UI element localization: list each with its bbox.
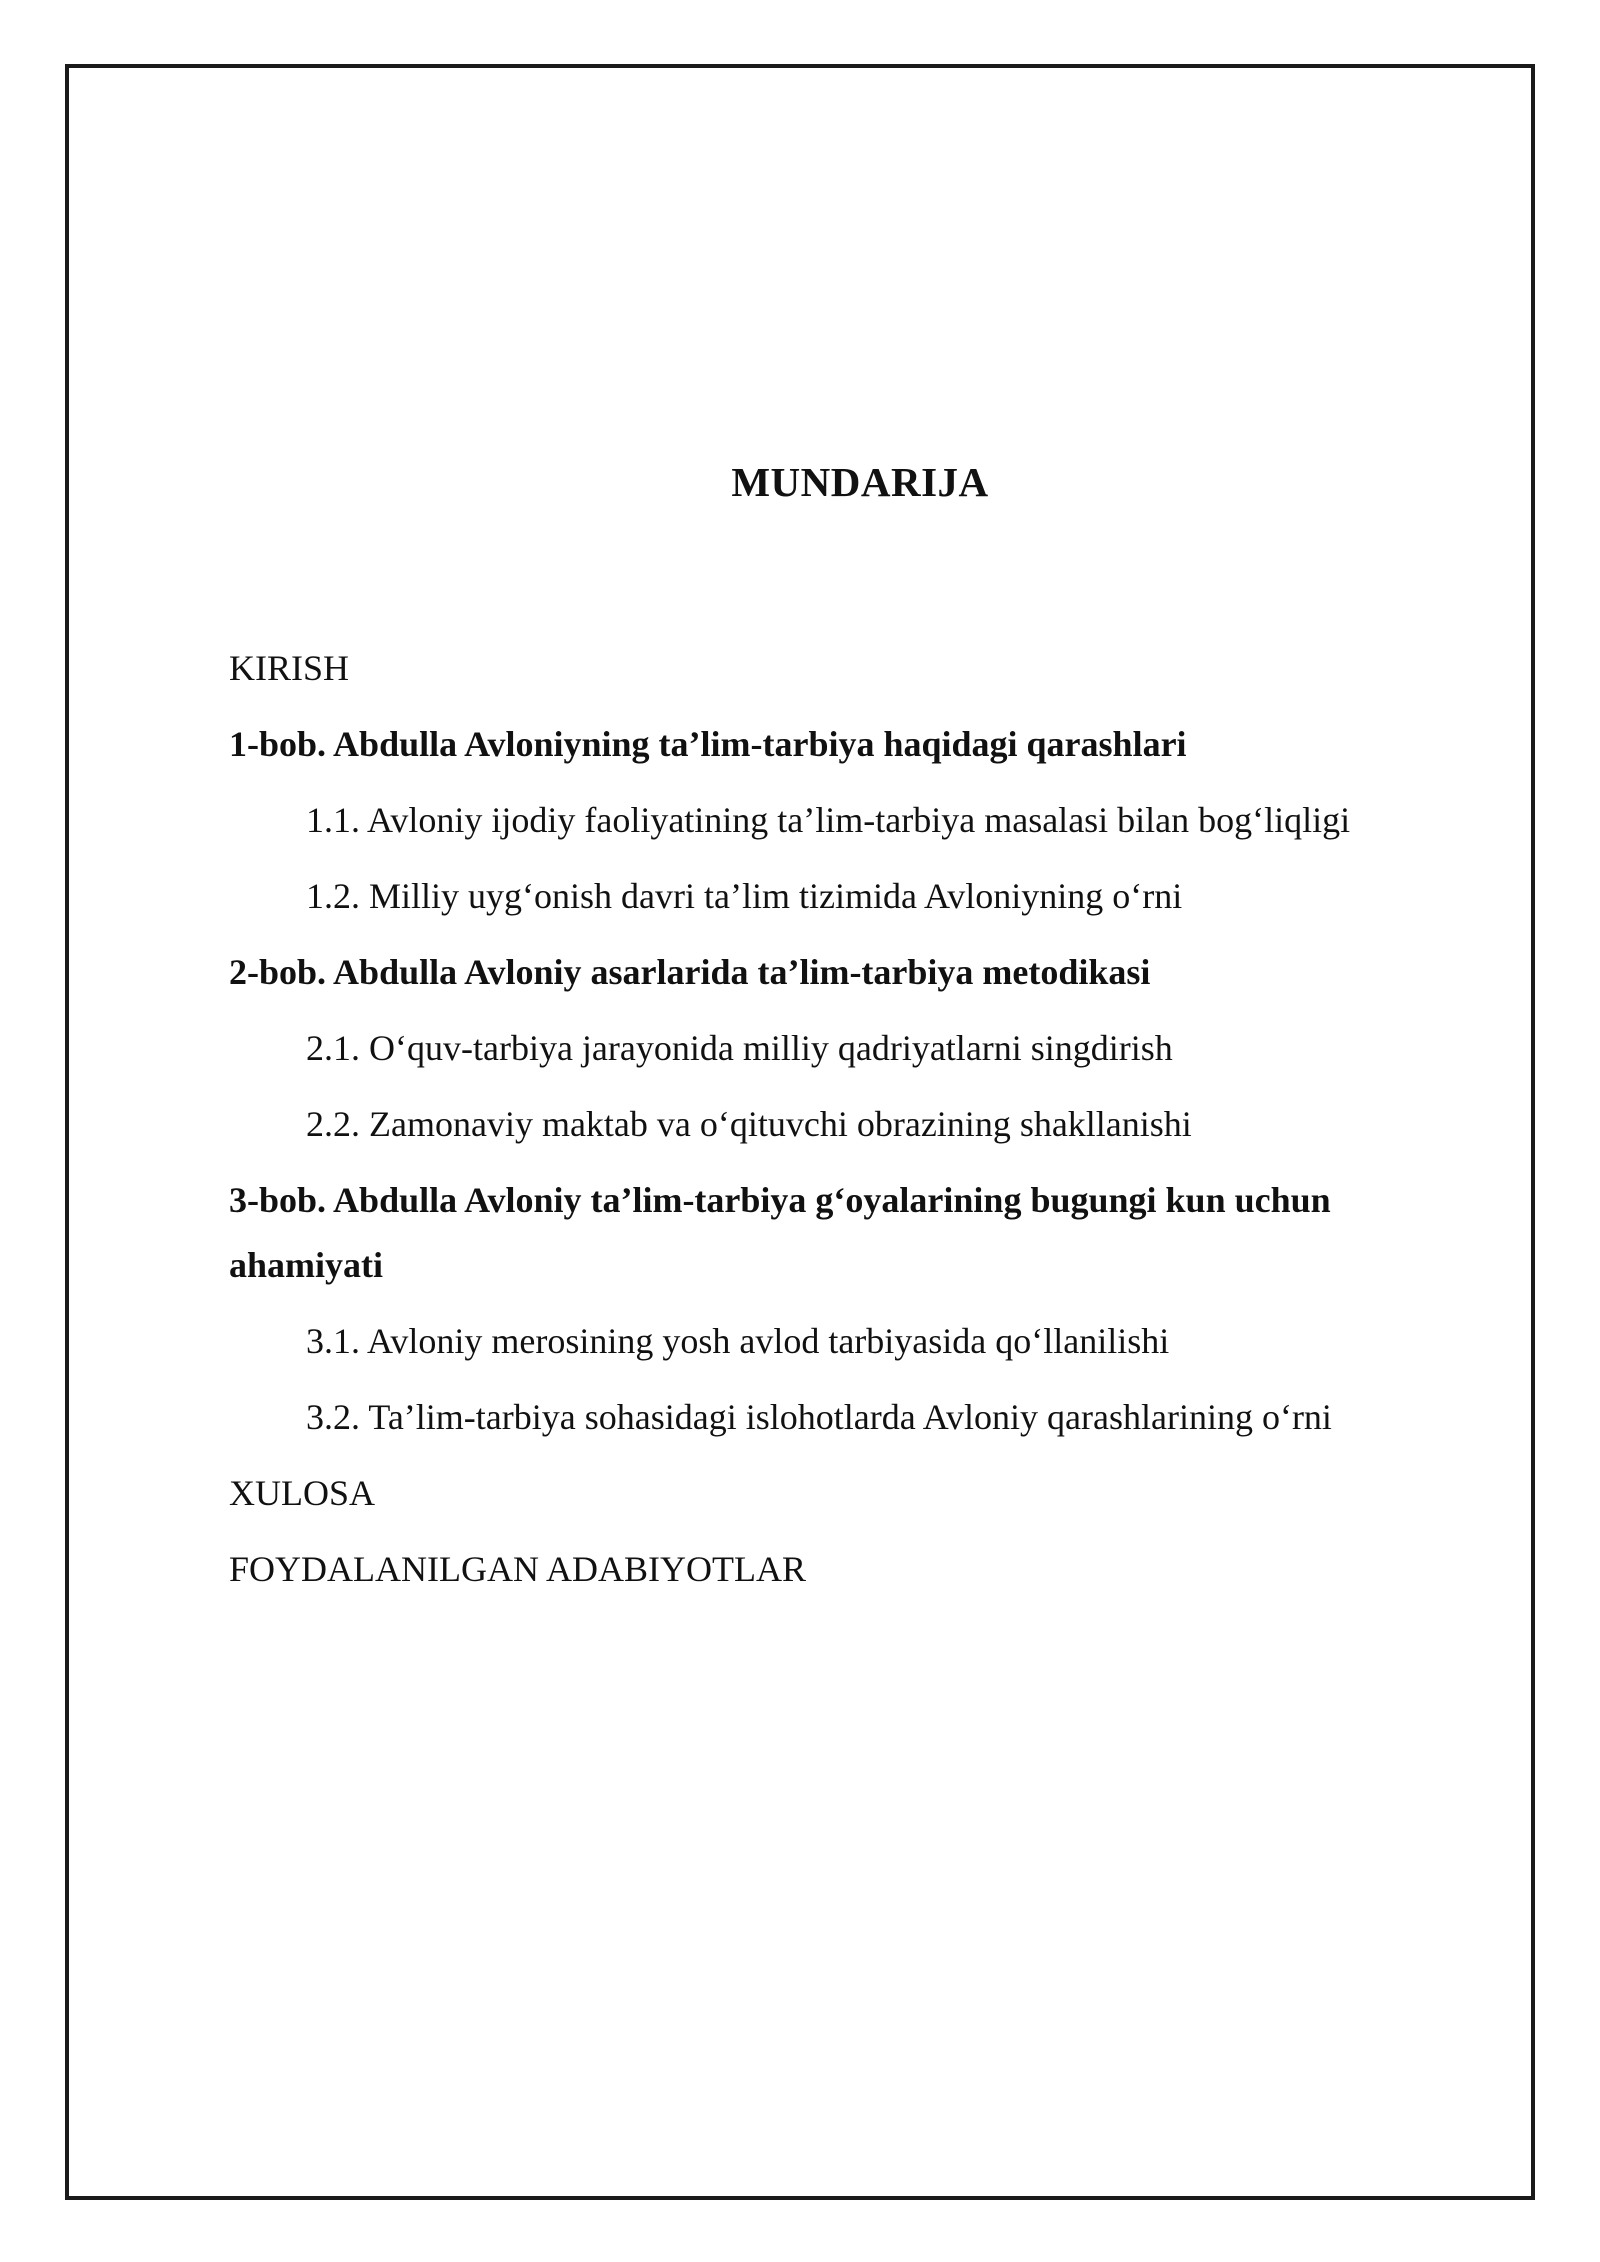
toc-section-3-1: 3.1. Avloniy merosining yosh avlod tarbiyasida qo‘llanilishi — [306, 1321, 1170, 1361]
toc-section-1-1: 1.1. Avloniy ijodiy faoliyatining ta’lim-tarbiya masalasi bilan bog‘liqligi — [306, 800, 1351, 840]
toc-section-2-2: 2.2. Zamonaviy maktab va o‘qituvchi obrazining shakllanishi — [306, 1104, 1192, 1144]
toc-section-1-2: 1.2. Milliy uyg‘onish davri ta’lim tizimida Avloniyning o‘rni — [306, 876, 1183, 916]
toc-chapter-2: 2-bob. Abdulla Avloniy asarlarida ta’lim-tarbiya metodikasi — [229, 952, 1151, 992]
toc-chapter-3: 3-bob. Abdulla Avloniy ta’lim-tarbiya g‘oyalarining bugungi kun uchun ahamiyati — [229, 1180, 1331, 1285]
table-of-contents — [229, 636, 1419, 1613]
toc-entry-references: FOYDALANILGAN ADABIYOTLAR — [229, 1549, 806, 1589]
toc-chapter-1: 1-bob. Abdulla Avloniyning ta’lim-tarbiya haqidagi qarashlari — [229, 724, 1187, 764]
toc-section-2-1: 2.1. O‘quv-tarbiya jarayonida milliy qadriyatlarni singdirish — [306, 1028, 1173, 1068]
toc-section-3-2: 3.2. Ta’lim-tarbiya sohasidagi islohotlarda Avloniy qarashlarining o‘rni — [306, 1397, 1332, 1437]
page-title: MUNDARIJA — [731, 459, 989, 505]
toc-entry-conclusion: XULOSA — [229, 1473, 376, 1513]
toc-entry-introduction: KIRISH — [229, 648, 350, 688]
